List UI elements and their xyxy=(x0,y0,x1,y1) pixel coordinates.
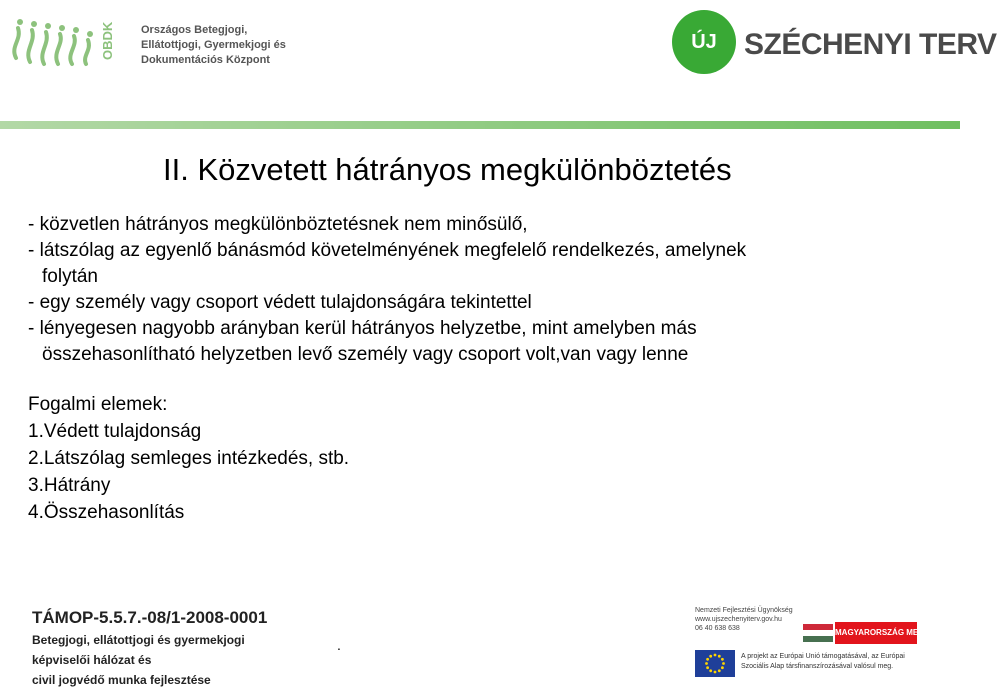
definition-line: folytán xyxy=(42,266,98,287)
obdk-line: Dokumentációs Központ xyxy=(141,54,270,66)
project-line: képviselői hálózat és xyxy=(32,653,152,667)
concept-elements xyxy=(28,391,349,526)
eu-line: Szociális Alap társfinanszírozásával valósul meg. xyxy=(741,663,894,670)
elements-heading: Fogalmi elemek: xyxy=(28,394,168,415)
obdk-line: Országos Betegjogi, xyxy=(141,24,248,36)
szechenyi-terv-logo xyxy=(672,10,997,80)
definition-text xyxy=(28,212,948,368)
eu-funding-text xyxy=(741,652,905,672)
header xyxy=(0,0,997,130)
slide-title: II. Közvetett hátrányos megkülönböztetés xyxy=(163,152,732,187)
eu-flag-icon xyxy=(695,650,735,677)
project-line: civil jogvédő munka fejlesztése xyxy=(32,673,211,687)
obdk-abbr: OBDK xyxy=(100,21,115,60)
eu-line: A projekt az Európai Unió támogatásával, az Európai xyxy=(741,653,905,660)
obdk-line: Ellátottjogi, Gyermekjogi és xyxy=(141,39,286,51)
hungarian-flag-icon xyxy=(803,624,833,642)
szechenyi-terv-text: SZÉCHENYI TERV xyxy=(744,28,997,61)
ngu-line: 06 40 638 638 xyxy=(695,625,740,632)
ngu-line: www.ujszechenyiterv.gov.hu xyxy=(695,616,782,623)
obdk-mark-icon xyxy=(8,10,118,72)
element-item: 1.Védett tulajdonság xyxy=(28,421,202,442)
element-item: 3.Hátrány xyxy=(28,475,111,496)
element-item: 2.Látszólag semleges intézkedés, stb. xyxy=(28,448,350,469)
project-footer xyxy=(32,606,322,690)
uj-badge: ÚJ xyxy=(672,10,736,74)
funding-logos xyxy=(683,606,946,690)
ngu-info xyxy=(695,606,793,633)
definition-line: - közvetlen hátrányos megkülönböztetésnek nem minősülő, xyxy=(28,214,528,235)
ngu-line: Nemzeti Fejlesztési Ügynökség xyxy=(695,607,793,614)
definition-line: - látszólag az egyenlő bánásmód követelményének megfelelő rendelkezés, amelynek xyxy=(28,240,747,261)
definition-line: - lényegesen nagyobb arányban kerül hátrányos helyzetbe, mint amelyben más xyxy=(28,318,697,339)
definition-line: - egy személy vagy csoport védett tulajdonságára tekintettel xyxy=(28,292,532,313)
project-line: Betegjogi, ellátottjogi és gyermekjogi xyxy=(32,633,245,647)
obdk-name xyxy=(141,22,286,67)
magyarorszag-megujul-badge: MAGYARORSZÁG MEGÚJUL xyxy=(835,622,917,644)
header-divider xyxy=(0,121,960,129)
project-code: TÁMOP-5.5.7.-08/1-2008-0001 xyxy=(32,608,268,627)
element-item: 4.Összehasonlítás xyxy=(28,502,185,523)
obdk-logo xyxy=(8,10,286,72)
footer-dot: . xyxy=(337,637,341,653)
definition-line: összehasonlítható helyzetben levő személy vagy csoport volt,van vagy lenne xyxy=(42,344,689,365)
